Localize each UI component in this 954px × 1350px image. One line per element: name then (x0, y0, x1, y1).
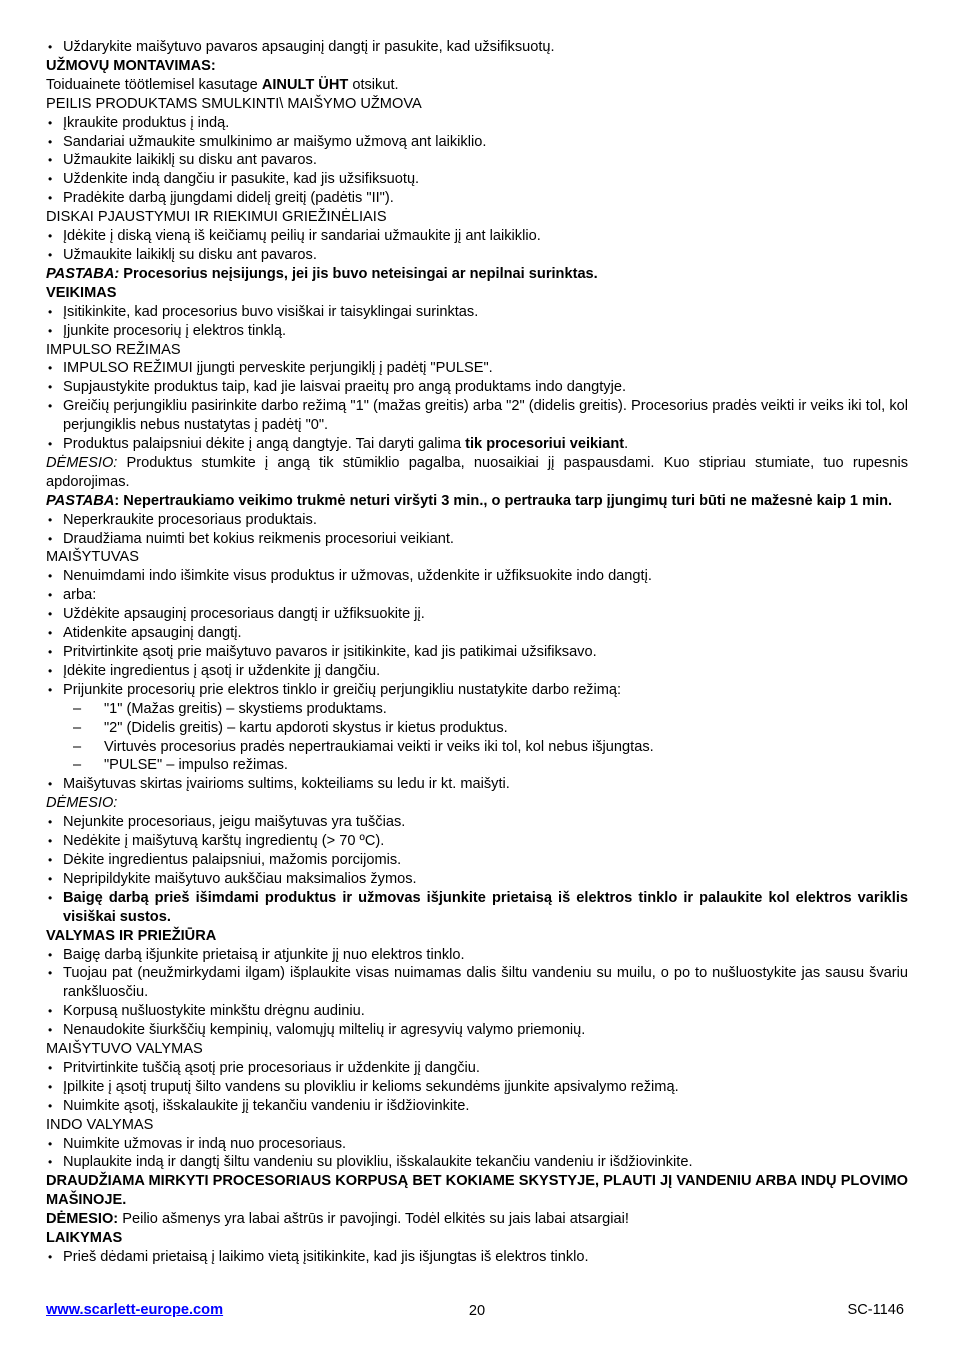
list-item: • Pradėkite darbą įjungdami didelį greitį (padėtis "II"). (48, 190, 394, 207)
list-item: • Draudžiama nuimti bet kokius reikmenis procesoriui veikiant. (48, 530, 454, 547)
list-item: • Prieš dėdami prietaisą į laikimo vietą įsitikinkite, kad jis išjungtas iš elektros tinklo. (48, 1249, 589, 1265)
bullet-icon: • (48, 304, 53, 319)
warning-paragraph: DRAUDŽIAMA MIRKYTI PROCESORIAUS KORPUSĄ BET KOKIAME SKYSTYJE, PLAUTI JĮ VANDENIU ARBA INDŲ PLOVIMO MAŠINOJE. (46, 1173, 908, 1209)
subheading: DISKAI PJAUSTYMUI IR RIEKIMUI GRIEŽINĖLIAIS (46, 209, 387, 226)
list-item: • Nenuimdami indo išimkite visus produktus ir užmovas, uždenkite ir užfiksuokite indo dangtį. (48, 568, 652, 585)
bullet-icon: • (48, 645, 53, 659)
bullet-icon: • (48, 815, 53, 830)
list-item: • Uždarykite maišytuvo pavaros apsauginį dangtį ir pasukite, kad užsifiksuotų. (48, 39, 555, 55)
bullet-icon: • (48, 134, 53, 149)
dash-icon: – (73, 700, 82, 717)
list-item: • Užmaukite laikiklį su disku ant pavaros. (48, 152, 317, 169)
bullet-icon: • (48, 1004, 53, 1019)
note: PASTABA: Nepertraukiamo veikimo trukmė neturi viršyti 3 min., o pertrauka tarp įjungimų turi būti ne mažesnė kaip 1 min. (46, 492, 893, 509)
list-item: • Įpilkite į ąsotį truputį šilto vandens su plovikliu ir kelioms sekundėms įjunkite apsivalymo režimą. (48, 1078, 679, 1095)
note: PASTABA: Procesorius neįsijungs, jei jis buvo neteisingai ar nepilnai surinktas. (46, 265, 598, 282)
dash-icon: – (73, 738, 82, 755)
list-item: • Pritvirtinkite tuščią ąsotį prie procesoriaus ir uždenkite jį dangčiu. (48, 1059, 480, 1076)
subheading: MAIŠYTUVAS (46, 549, 139, 566)
bullet-icon: • (48, 361, 53, 376)
document-body (46, 38, 908, 1267)
section-heading: UŽMOVŲ MONTAVIMAS: (46, 57, 216, 74)
list-item: • Nuplaukite indą ir dangtį šiltu vandeniu su plovikliu, išskalaukite tekančiu vandeniu ir išdžiovinkite. (48, 1154, 693, 1171)
list-item: • Nuimkite ąsotį, išskalaukite jį tekančiu vandeniu ir išdžiovinkite. (48, 1097, 470, 1114)
list-item: • Prijunkite procesorių prie elektros tinklo ir greičių perjungikliu nustatykite darbo režimą: (48, 681, 622, 698)
list-item: • Neperkraukite procesoriaus produktais. (48, 511, 317, 528)
list-item: • Produktus palaipsniui dėkite į angą dangtyje. Tai daryti galima tik procesoriui veikiant. (48, 436, 629, 453)
list-item: • Įdėkite į diską vieną iš keičiamų peilių ir sandariai užmaukite jį ant laikiklio. (48, 228, 541, 245)
sub-list-item: – "2" (Didelis greitis) – kartu apdoroti skystus ir kietus produktus. (73, 719, 508, 736)
bullet-icon: • (48, 626, 53, 641)
website-link[interactable]: www.scarlett-europe.com (46, 1302, 224, 1318)
warning: DĖMESIO: Produktus stumkite į angą tik stūmiklio pagalba, nuosaikiai jį paspausdami. Kuo stipriau stumiate, tuo rupesnis apdorojimas. (46, 454, 908, 490)
bullet-icon: • (48, 947, 53, 962)
list-item: • Įdėkite ingredientus į ąsotį ir uždenkite jį dangčiu. (48, 662, 381, 679)
bullet-icon: • (48, 172, 53, 187)
bullet-icon: • (48, 682, 53, 697)
bullet-icon: • (48, 531, 53, 546)
list-item: • IMPULSO REŽIMUI įjungti perveskite perjungiklį į padėtį "PULSE". (48, 360, 493, 377)
bullet-icon: • (48, 966, 53, 981)
bullet-icon: • (48, 380, 53, 395)
list-item: • Įjunkite procesorių į elektros tinklą. (48, 322, 287, 339)
section-heading: LAIKYMAS (46, 1230, 123, 1247)
list-item: • arba: (48, 587, 97, 604)
page-number: 20 (468, 1303, 486, 1319)
list-item: • Sandariai užmaukite smulkinimo ar maišymo užmovą ant laikiklio. (48, 133, 487, 150)
bullet-icon: • (48, 588, 53, 603)
sub-list-item: – "PULSE" – impulso režimas. (73, 757, 288, 774)
bullet-icon: • (48, 191, 53, 206)
bullet-icon: • (48, 834, 53, 849)
list-item: • Nuimkite užmovas ir indą nuo procesoriaus. (48, 1135, 347, 1152)
section-heading: VEIKIMAS (46, 284, 117, 301)
subheading: INDO VALYMAS (46, 1116, 154, 1133)
bullet-icon: • (48, 437, 53, 452)
bullet-icon: • (48, 569, 53, 584)
section-heading: VALYMAS IR PRIEŽIŪRA (46, 927, 217, 944)
bullet-icon: • (48, 1250, 53, 1264)
bullet-icon: • (48, 512, 53, 527)
list-item: • Atidenkite apsauginį dangtį. (48, 625, 242, 642)
list-item: • Nedėkite į maišytuvą karštų ingredientų (> 70 ºC). (48, 833, 385, 850)
warning: DĖMESIO: Peilio ašmenys yra labai aštrūs ir pavojingi. Todėl elkitės su jais labai atsargiai! (46, 1211, 629, 1228)
bullet-icon: • (48, 399, 53, 414)
list-item: • Greičių perjungikliu pasirinkite darbo režimą "1" (mažas greitis) arba "2" (didelis greitis). Procesorius pradės veikti ir veiks iki tol, kol perjungiklis nebus nustatytas į padėtį "0". (48, 398, 908, 434)
list-item: • Dėkite ingredientus palaipsniui, mažomis porcijomis. (48, 851, 402, 868)
bullet-icon: • (48, 1060, 53, 1075)
list-item: • Tuojau pat (neužmirkydami ilgam) išplaukite visas nuimamas dalis šiltu vandeniu su muilu, o po to nušluostykite jas sausu švariu rankšluosčiu. (48, 965, 908, 1001)
dash-icon: – (73, 719, 82, 736)
bullet-icon: • (48, 777, 53, 792)
model-number: SC-1146 (847, 1302, 904, 1318)
sub-list-item: – Virtuvės procesorius pradės nepertraukiamai veikti ir veiks iki tol, kol nebus išjungtas. (73, 738, 654, 755)
bullet-icon: • (48, 247, 53, 262)
sub-list-item: – "1" (Mažas greitis) – skystiems produktams. (73, 700, 387, 717)
bullet-icon: • (48, 1098, 53, 1113)
bullet-icon: • (48, 871, 53, 886)
bullet-icon: • (48, 153, 53, 168)
list-item: • Supjaustykite produktus taip, kad jie laisvai praeitų pro angą produktams indo dangtyje. (48, 379, 627, 396)
list-item: • Pritvirtinkite ąsotį prie maišytuvo pavaros ir įsitikinkite, kad jis patikimai užsifiksavo. (48, 644, 597, 660)
bullet-icon: • (48, 323, 53, 338)
subheading: PEILIS PRODUKTAMS SMULKINTI\ MAIŠYMO UŽMOVA (46, 95, 422, 112)
list-item: • Nenaudokite šiurkščių kempinių, valomųjų miltelių ir agresyvių valymo priemonių. (48, 1022, 586, 1039)
warning-label: DĖMESIO: (46, 795, 118, 812)
subheading: IMPULSO REŽIMAS (46, 341, 181, 358)
list-item: • Uždenkite indą dangčiu ir pasukite, kad jis užsifiksuotų. (48, 171, 420, 188)
list-item: • Baigę darbą prieš išimdami produktus ir užmovas išjunkite prietaisą iš elektros tinklo ir palaukite kol elektros variklis visiškai sustos. (48, 889, 908, 925)
page-footer (46, 1302, 908, 1322)
list-item: • Įsitikinkite, kad procesorius buvo visiškai ir taisyklingai surinktas. (48, 303, 479, 320)
bullet-icon: • (48, 40, 53, 54)
list-item: • Užmaukite laikiklį su disku ant pavaros. (48, 246, 317, 263)
list-item: • Baigę darbą išjunkite prietaisą ir atjunkite jį nuo elektros tinklo. (48, 946, 465, 963)
bullet-icon: • (48, 1155, 53, 1170)
paragraph: Toiduainete töötlemisel kasutage AINULT ÜHT otsikut. (46, 76, 399, 93)
bullet-icon: • (48, 1079, 53, 1094)
bullet-icon: • (48, 890, 53, 905)
bullet-icon: • (48, 663, 53, 678)
bullet-icon: • (48, 115, 53, 130)
list-item: • Uždėkite apsauginį procesoriaus dangtį ir užfiksuokite jį. (48, 606, 425, 623)
bullet-icon: • (48, 607, 53, 622)
list-item: • Maišytuvas skirtas įvairioms sultims, kokteiliams su ledu ir kt. maišyti. (48, 776, 510, 793)
bullet-icon: • (48, 852, 53, 867)
bullet-icon: • (48, 1023, 53, 1038)
list-item: • Įkraukite produktus į indą. (48, 114, 230, 131)
list-item: • Nepripildykite maišytuvo aukščiau maksimalios žymos. (48, 870, 417, 887)
dash-icon: – (73, 757, 82, 774)
bullet-icon: • (48, 229, 53, 244)
list-item: • Korpusą nušluostykite minkštu drėgnu audiniu. (48, 1003, 365, 1020)
bullet-icon: • (48, 1136, 53, 1151)
subheading: MAIŠYTUVO VALYMAS (46, 1041, 203, 1058)
list-item: • Nejunkite procesoriaus, jeigu maišytuvas yra tuščias. (48, 814, 406, 831)
